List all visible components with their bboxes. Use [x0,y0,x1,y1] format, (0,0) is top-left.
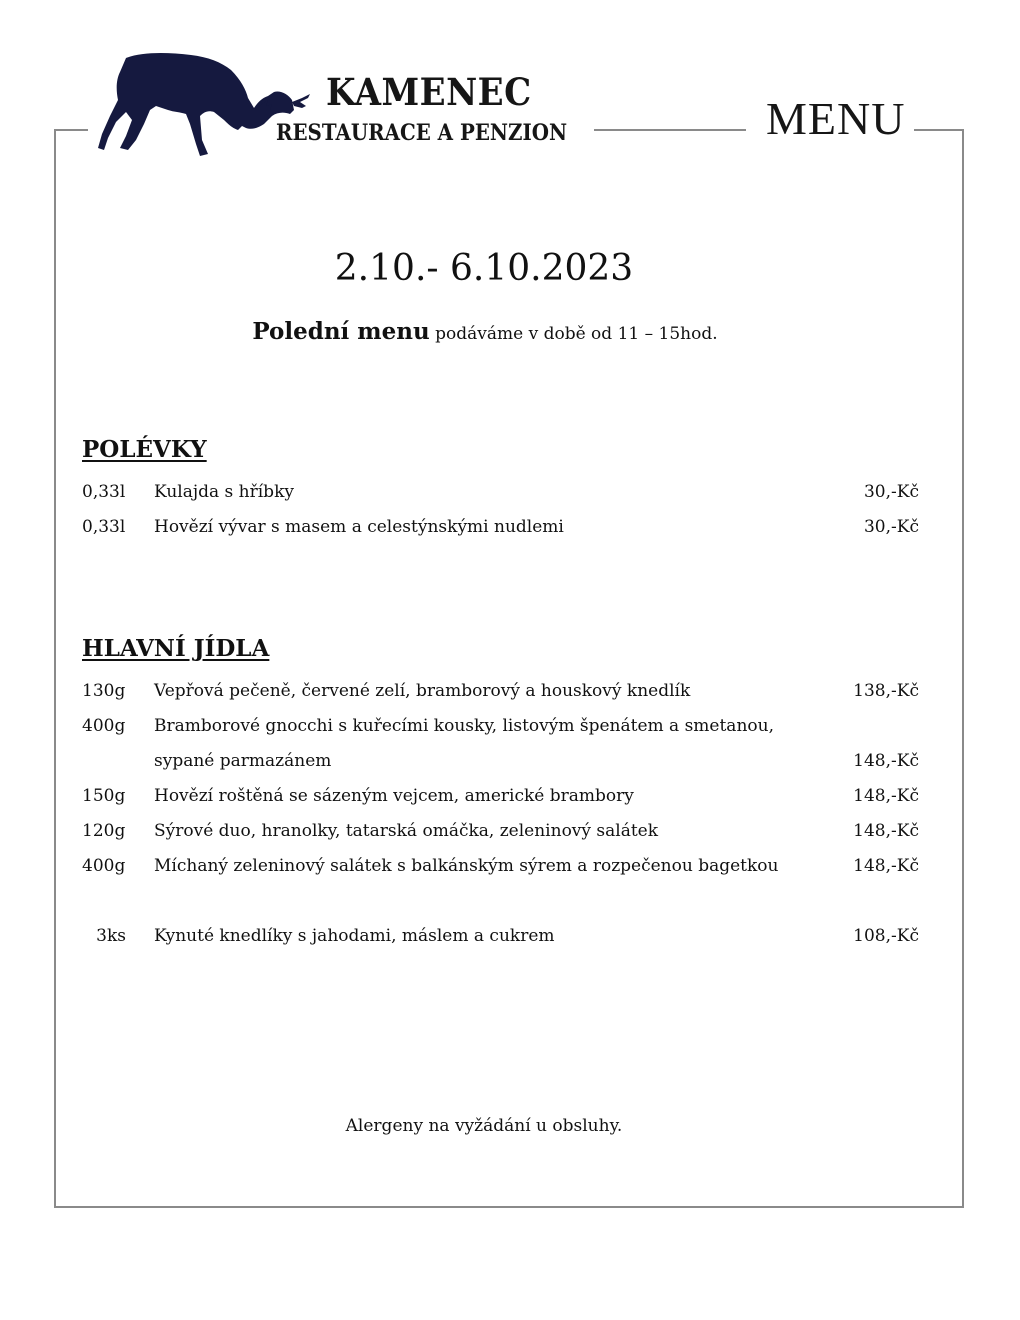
menu-title: MENU [766,93,906,144]
section-title-mains: HLAVNÍ JÍDLA [82,635,270,662]
item-price: 30,-Kč [863,482,919,502]
item-name: Hovězí roštěná se sázeným vejcem, americké brambory [154,786,634,806]
item-name: Vepřová pečeně, červené zelí, bramborový a houskový knedlík [154,681,691,701]
section-title-soups: POLÉVKY [82,436,207,463]
menu-item [0,716,1020,746]
item-name: Sýrové duo, hranolky, tatarská omáčka, zeleninový salátek [154,821,659,841]
item-name-continued: sypané parmazánem [154,751,332,771]
frame-bottom-border [54,1206,964,1208]
item-quantity: 3ks [96,926,126,946]
item-quantity: 130g [82,681,126,701]
frame-top-border [594,129,746,131]
item-quantity: 120g [82,821,126,841]
menu-item [0,517,1020,547]
menu-item [0,482,1020,512]
menu-item [0,821,1020,851]
item-name: Kulajda s hříbky [154,482,294,502]
item-price: 138,-Kč [853,681,919,701]
frame-top-border [54,129,88,131]
lunch-info-text: podáváme v době od 11 – 15hod. [429,324,718,344]
item-quantity: 400g [82,856,126,876]
brand-name: KAMENEC [326,70,532,114]
item-price: 148,-Kč [853,786,919,806]
menu-item [0,786,1020,816]
frame-left-border [54,129,56,1207]
item-name: Bramborové gnocchi s kuřecími kousky, listovým špenátem a smetanou, [154,716,774,736]
item-name: Kynuté knedlíky s jahodami, máslem a cukrem [154,926,555,946]
lunch-info [0,318,970,345]
item-name: Míchaný zeleninový salátek s balkánským sýrem a rozpečenou bagetkou [154,856,779,876]
item-quantity: 150g [82,786,126,806]
menu-item-continuation [0,751,1020,781]
item-quantity: 0,33l [82,517,126,537]
item-price: 108,-Kč [853,926,919,946]
item-price: 30,-Kč [863,517,919,537]
item-quantity: 400g [82,716,126,736]
menu-item [0,681,1020,711]
allergen-note: Alergeny na vyžádání u obsluhy. [345,1116,623,1136]
menu-item [0,856,1020,886]
date-range: 2.10.- 6.10.2023 [334,248,634,289]
item-price: 148,-Kč [853,856,919,876]
item-name: Hovězí vývar s masem a celestýnskými nudlemi [154,517,564,537]
frame-top-border [914,129,964,131]
item-price: 148,-Kč [853,751,919,771]
frame-right-border [962,129,964,1207]
item-quantity: 0,33l [82,482,126,502]
lunch-info-bold: Polední menu [252,318,430,345]
brand-subtitle: RESTAURACE A PENZION [276,120,568,146]
menu-item [0,926,1020,956]
item-price: 148,-Kč [853,821,919,841]
